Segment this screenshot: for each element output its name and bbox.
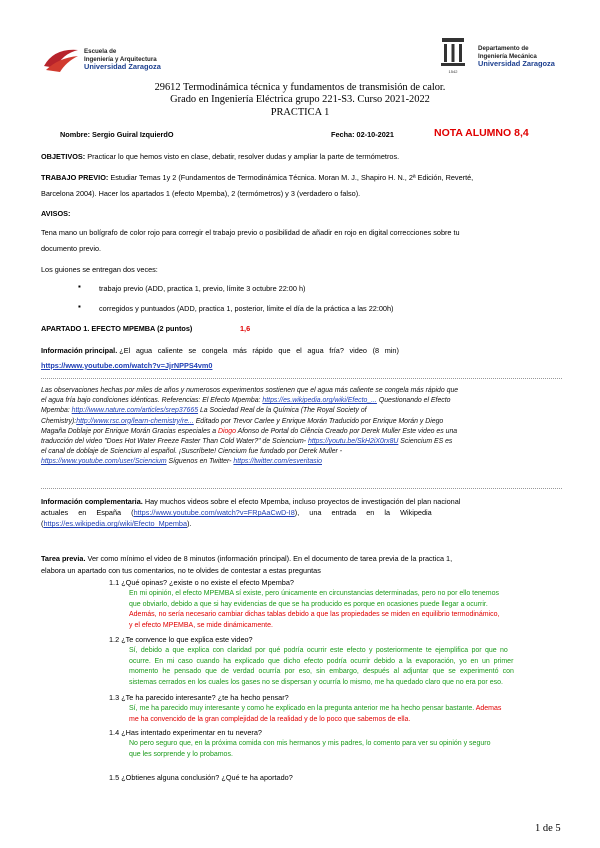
question-number: 1.4 <box>109 728 120 737</box>
question-1-4 <box>109 728 262 738</box>
question-text: ¿Te ha parecido interesante? ¿te ha hecho pensar? <box>121 693 289 702</box>
question-number: 1.3 <box>109 693 120 702</box>
objectives-label: OBJETIVOS: <box>41 152 86 161</box>
complementary-line1: Hay muchos videos sobre el efecto Mpemba, incluso proyectos de investigación del plan nacional <box>144 497 461 506</box>
notices-label: AVISOS: <box>41 209 71 218</box>
question-text: ¿Te convence lo que explica este video? <box>121 635 253 644</box>
bullet-item-2: corregidos y puntuados (ADD, practica 1, posterior, límite el día de la práctica a las 22:00h) <box>99 304 394 313</box>
answer-1-1 <box>129 589 562 631</box>
question-1-1 <box>109 578 294 588</box>
course-degree: Grado en Ingeniería Eléctrica grupo 221-S3. Curso 2021-2022 <box>170 94 430 106</box>
desc-line5: Magaña Doblaje por Enrique Morán Gracias especiales a <box>41 427 218 435</box>
course-header <box>0 82 600 119</box>
correction-line: me ha convencido de la gran complejidad de la realidad y de lo poco que sabemos de ella. <box>129 715 411 723</box>
paren-close: ). <box>187 519 192 529</box>
desc-line4b: Editado por Trevor Carlee y Enrique Morán Traducido por Enrique Morán y Diego <box>193 417 444 425</box>
desc-line3: Mpemba: <box>41 407 70 415</box>
prework-text1: Estudiar Temas 1y 2 (Fundamentos de Termodinámica Técnica. Moran M. J., Shapiro H. N., 2ª Edición, Reverté, <box>110 173 474 182</box>
youtu-be-link[interactable]: https://youtu.be/SkH2iX0rx8U <box>307 438 399 446</box>
university-name: Universidad Zaragoza <box>84 62 161 72</box>
school-name-line2: Ingeniería y Arquitectura <box>84 55 157 63</box>
course-title: 29612 Termodinámica técnica y fundamentos de transmisión de calor. <box>154 82 446 93</box>
question-1-5 <box>109 773 293 783</box>
section-1-title: APARTADO 1. EFECTO MPEMBA (2 puntos) <box>41 324 193 333</box>
svg-text:1542: 1542 <box>448 69 458 74</box>
answer-line: momento he pensado que de verdad ocurría por eso, sin embargo, después al adjuntar que se experimentó con <box>129 668 514 676</box>
department-logo <box>438 36 578 82</box>
date-field: Fecha: 02-10-2021 <box>331 130 394 139</box>
video-description <box>41 386 561 468</box>
school-name-line1: Escuela de <box>84 48 117 55</box>
desc-line5b: Afonso de Portal do Ciência Creado por Derek Muller Este video es una <box>235 427 458 435</box>
divider <box>41 378 562 379</box>
school-logo-icon <box>42 44 82 74</box>
objectives <box>41 152 399 162</box>
answer-line: sistemas cerrados en los cuales los gases no se dispersan y ocurría lo mismo, me ha quedado claro que no era por eso. <box>129 678 503 686</box>
notices-line2: documento previo. <box>41 244 102 253</box>
divider <box>41 488 562 489</box>
bullet-item-1: trabajo previo (ADD, practica 1, previo, límite 3 octubre 22:00 h) <box>99 284 306 293</box>
notices-line1: Tena mano un bolígrafo de color rojo para corregir el trabajo previo o posibilidad de añadir en rojo en digital correcciones sobre tu <box>41 228 460 237</box>
question-text: ¿Qué opinas? ¿existe o no existe el efecto Mpemba? <box>121 578 294 587</box>
task-text1: Ver como mínimo el video de 8 minutos (información principal). En el documento de tarea previa de la practica 1, <box>87 554 453 563</box>
task-text2: elabora un apartado con tus comentarios, no te olvides de contestar a estas preguntas <box>41 566 321 575</box>
complementary-info <box>41 496 562 530</box>
department-line2: Ingeniería Mecánica <box>478 52 537 60</box>
answer-line: ocurre. En mi caso cuando ha explicado que dicho efecto podría ocurrir debido a la evaporación, yo en un primer <box>129 657 514 665</box>
answer-1-4 <box>129 739 562 760</box>
correction-word: Ademas <box>475 705 502 712</box>
answer-1-2 <box>129 646 562 688</box>
department-university: Universidad Zaragoza <box>478 59 555 69</box>
sciencium-channel-link[interactable]: https://www.youtube.com/user/Sciencium <box>41 458 167 466</box>
rsc-link[interactable]: http://www.rsc.org/learn-chemistry/re... <box>76 417 194 425</box>
question-text: ¿Obtienes alguna conclusión? ¿Qué te ha aportado? <box>121 773 293 782</box>
bullet-icon: ▪ <box>78 302 81 311</box>
prework-text2: Barcelona 2004). Hacer los apartados 1 (efecto Mpemba), 2 (termómetros) y 3 (verdadero o falso). <box>41 189 361 198</box>
answer-line: Sí, me ha parecido muy interesante y como he explicado en la pregunta anterior me ha hecho pensar bastante. <box>129 705 476 712</box>
desc-line7: el canal de doblaje de Sciencium al español. ¡Suscríbete! Ciencium fue fundado por Derek Muller - <box>41 448 343 456</box>
desc-line6: traducción del video "Does Hot Water Freeze Faster Than Cold Water?" de Sciencium- <box>41 438 308 446</box>
desc-line4: Chemistry): <box>41 417 77 425</box>
school-logo <box>42 40 212 80</box>
section-1-score: 1,6 <box>240 324 251 333</box>
question-number: 1.5 <box>109 773 120 782</box>
correction-line: Además, no sería necesario cambiar dichas tablas debido a que las propiedades se miden en equilibrio termodinámico, <box>129 611 500 619</box>
nature-article-link[interactable]: http://www.nature.com/articles/srep37665 <box>71 407 199 415</box>
main-info-text: ¿El agua caliente se congela más rápido que el agua fría? video (8 min) <box>119 346 399 355</box>
desc-line2: el agua fría bajo condiciones idénticas. Referencias: El Efecto Mpemba: <box>41 397 261 405</box>
submissions-intro: Los guiones se entregan dos veces: <box>41 265 158 274</box>
answer-line: que les sorprende y lo probamos. <box>129 750 233 758</box>
bullet-icon: ▪ <box>78 282 81 291</box>
task-line1 <box>41 554 452 564</box>
question-number: 1.1 <box>109 578 120 587</box>
question-1-3 <box>109 693 289 703</box>
complementary-line2b: ), una entrada en la Wikipedia <box>294 508 432 518</box>
desc-line3b: La Sociedad Real de la Química (The Royal Society of <box>199 407 367 415</box>
desc-name-highlight: Diogo <box>217 427 236 435</box>
desc-line6b: Sciencium ES es <box>398 438 453 446</box>
department-line1: Departamento de <box>478 45 529 52</box>
prework-line1 <box>41 173 473 183</box>
task-label: Tarea previa. <box>41 554 86 563</box>
answer-line: No pero seguro que, en la próxima comida con mis hermanos y mis padres, lo comento para ver su opinión y seguro <box>129 740 491 747</box>
paren-open: ( <box>41 519 44 529</box>
main-info-label: Información principal. <box>41 346 118 355</box>
question-1-2 <box>109 635 253 645</box>
university-seal-icon <box>438 36 468 76</box>
desc-line1: Las observaciones hechas por miles de años y numerosos experimentos sostienen que el agua más caliente se congela más rápido que <box>41 387 459 394</box>
answer-line: Sí, debido a que explica con claridad por qué podría ocurrir este efecto y posteriormente te ejemplifica por que no <box>129 647 508 654</box>
wikipedia-entry-link[interactable]: https://es.wikipedia.org/wiki/Efecto_Mpemba <box>43 519 188 529</box>
answer-line: En mi opinión, el efecto MPEMBA sí existe, pero únicamente en circunstancias determinadas, pero no por ello tenemos <box>129 590 500 597</box>
desc-line2b: Questionando el Efecto <box>376 397 451 405</box>
complementary-line2: actuales en España ( <box>41 508 134 518</box>
objectives-text: Practicar lo que hemos visto en clase, debatir, resolver dudas y ampliar la parte de termómetros. <box>87 152 400 161</box>
question-text: ¿Has intentado experimentar en tu nevera? <box>121 728 262 737</box>
desc-line8: Síguenos en Twitter- <box>166 458 234 466</box>
main-video-link[interactable]: https://www.youtube.com/watch?v=JjrNPPS4vm0 <box>41 361 213 370</box>
practice-title: PRACTICA 1 <box>270 106 330 118</box>
correction-line: y el efecto MPEMBA, se mide dinámicamente. <box>129 621 273 629</box>
wikipedia-mpemba-link[interactable]: https://es.wikipedia.org/wiki/Efecto_... <box>262 397 377 405</box>
research-video-link[interactable]: https://www.youtube.com/watch?v=FRpAaCwD-I8 <box>133 508 295 518</box>
prework-label: TRABAJO PREVIO: <box>41 173 109 182</box>
complementary-label: Información complementaria. <box>41 497 143 506</box>
twitter-link[interactable]: https://twitter.com/esveritasio <box>233 458 322 466</box>
question-number: 1.2 <box>109 635 120 644</box>
main-info <box>41 346 562 356</box>
answer-line: que obviarlo, debido a que si hay evidencias de que se ha producido es porque en ocasiones puede llegar a ocurrir. <box>129 600 488 608</box>
page-number: 1 de 5 <box>535 823 561 834</box>
student-name: Nombre: Sergio Guiral IzquierdO <box>60 130 174 139</box>
grade-label: NOTA ALUMNO 8,4 <box>434 127 529 139</box>
answer-1-3 <box>129 704 562 725</box>
